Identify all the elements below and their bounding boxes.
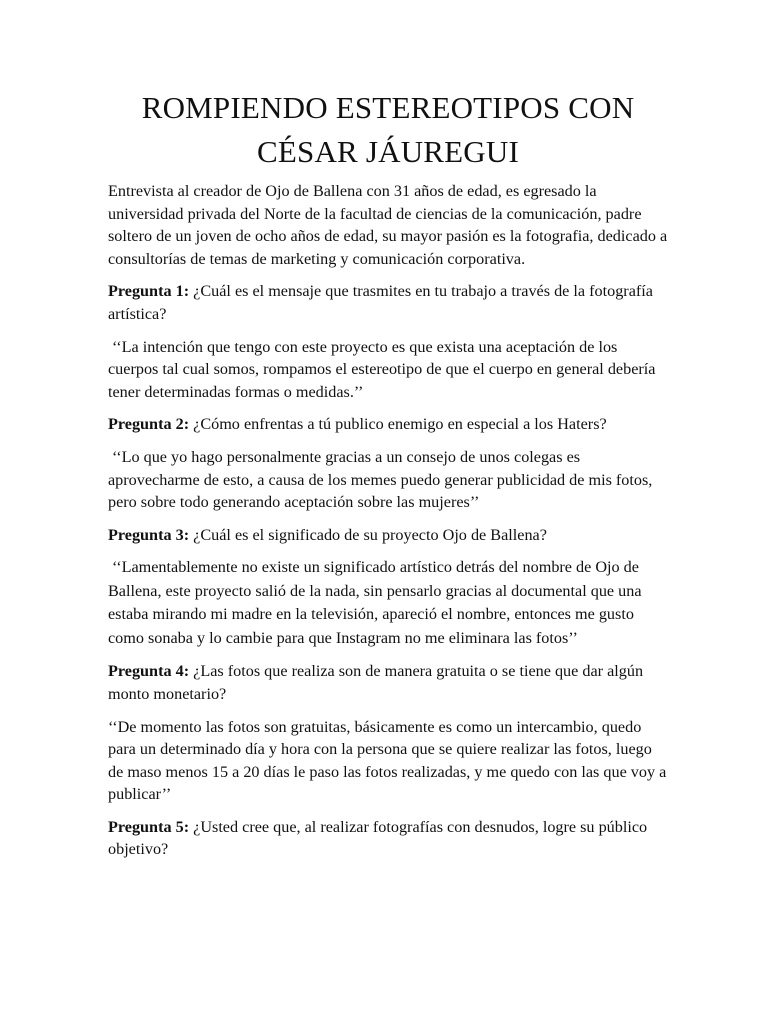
intro-paragraph: Entrevista al creador de Ojo de Ballena con 31 años de edad, es egresado la universidad privada del Norte de la facultad de ciencias de la comunicación, padre soltero de un joven de ocho años de edad, su mayor pasión es la fotografia, dedicado a consultorías de temas de marketing y comunicación corporativa.: [108, 182, 668, 268]
answer-3: ‘‘Lamentablemente no existe un significado artístico detrás del nombre de Ojo de Ballena, este proyecto salió de la nada, sin pensarlo gracias al documental que una estaba mirando mi madre en la televisión, apareció el nombre, entonces me gusto como sonaba y lo cambie para que Instagram no me eliminara las fotos’’: [108, 558, 642, 647]
question-2: [108, 413, 668, 436]
answer-1: ‘‘La intención que tengo con este proyecto es que exista una aceptación de los cuerpos tal cual somos, rompamos el estereotipo de que el cuerpo en general debería tener determinadas formas o medidas.’’: [108, 337, 656, 401]
document-title: [108, 86, 668, 174]
answer-4: ‘‘De momento las fotos son gratuitas, básicamente es como un intercambio, quedo para un determinado día y hora con la persona que se quiere realizar las fotos, luego de maso menos 15 a 20 días le paso las fotos realizadas, y me quedo con las que voy a publicar’’: [108, 717, 667, 804]
question-3: [108, 524, 668, 547]
question-text: ¿Cuál es el significado de su proyecto Ojo de Ballena?: [189, 525, 547, 544]
answer-2: ‘‘Lo que yo hago personalmente gracias a un consejo de unos colegas es aprovecharme de esto, a causa de los memes puedo generar publicidad de mis fotos, pero sobre todo generando aceptación sobre las mujeres’’: [108, 447, 653, 512]
question-label: Pregunta 3:: [108, 525, 190, 544]
question-5: [108, 816, 668, 861]
question-text: ¿Cómo enfrentas a tú publico enemigo en especial a los Haters?: [189, 415, 607, 434]
question-1: [108, 280, 668, 325]
question-text: ¿Las fotos que realiza son de manera gratuita o se tiene que dar algún monto monetario?: [108, 662, 644, 703]
question-text: ¿Usted cree que, al realizar fotografías con desnudos, logre su público objetivo?: [108, 817, 648, 859]
question-label: Pregunta 2:: [108, 415, 190, 434]
title-line-1: ROMPIENDO ESTEREOTIPOS CON: [141, 90, 635, 125]
question-label: Pregunta 1:: [108, 282, 190, 301]
question-label: Pregunta 4:: [108, 662, 190, 681]
question-label: Pregunta 5:: [108, 817, 190, 836]
title-line-2: CÉSAR JÁUREGUI: [256, 134, 520, 169]
question-4: [108, 660, 668, 705]
question-text: ¿Cuál es el mensaje que trasmites en tu trabajo a través de la fotografía artística?: [108, 282, 653, 323]
document-page: [108, 86, 668, 871]
